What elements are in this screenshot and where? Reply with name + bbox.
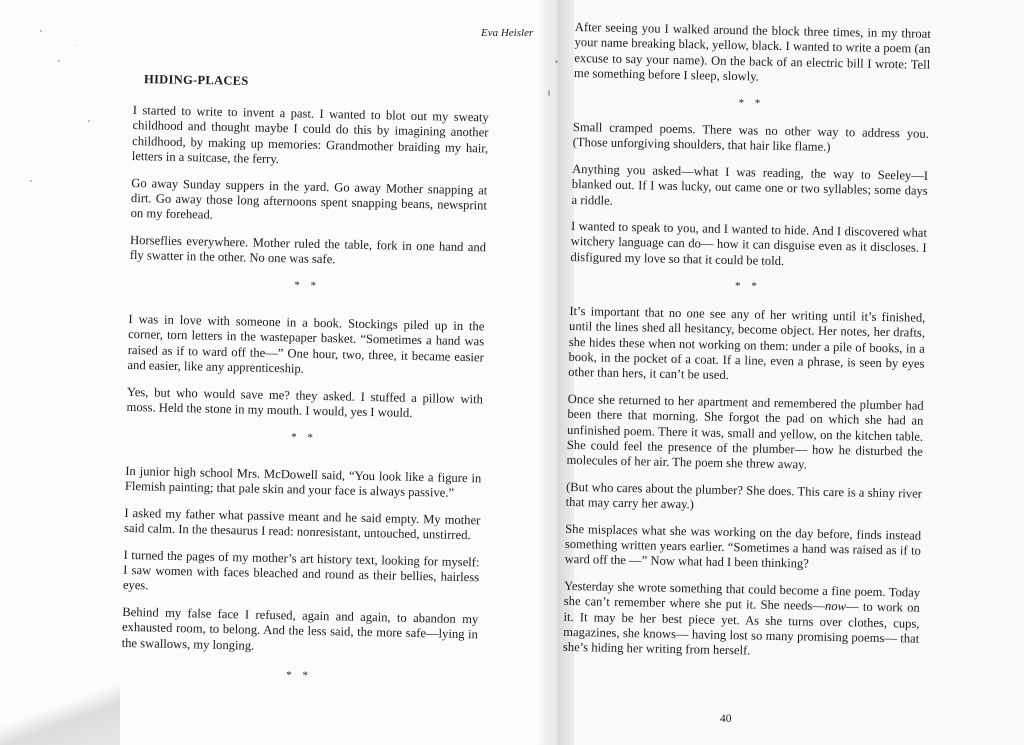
page-corner-shadow [0,685,120,745]
scan-speck [88,120,90,122]
paragraph: Anything you asked—what I was reading, the way to Seeley—I blanked out. If I was lucky, out came one or two syllables; some days a riddle. [571,161,929,208]
paragraph: I asked my father what passive meant and he said empty. My mother said calm. In the thesaurus I read: nonresistant, untouched, unstirred. [123,505,481,543]
section-break: * * [286,669,313,682]
section-break: * * [734,280,761,293]
section-break: * * [294,279,321,292]
paragraph: I was in love with someone in a book. Stockings piled up in the corner, torn letters in the wastepaper basket. “Sometimes a hand was raised as if to ward off the—” One hour, two, three, it became easier and easier, like any apprenticeship. [127,312,485,376]
scan-speck [75,45,76,46]
paragraph: (But who cares about the plumber? She does. This care is a shiny river that may carry her away.) [565,479,923,512]
scan-speck [555,60,558,63]
right-text-column [563,20,931,674]
paragraph: I started to write to invent a past. I wanted to blot out my sweaty childhood and thought maybe I could do this by imagining another childhood, by making up memories: Grandmother braiding my hair, letters in a suitcase, the ferry. [131,103,489,167]
paragraph: In junior high school Mrs. McDowell said, “You look like a figure in Flemish painting; that pale skin and your face is always passive.” [124,463,482,501]
paragraph: Once she returned to her apartment and remembered the plumber had been there that morning. She forgot the pad on which she had an unfinished poem. There it was, small and yellow, on the kitchen table. She could feel the presence of the plumber— how he disturbed the molecules of her air. The poem she threw away. [566,391,924,472]
paragraph: Horseflies everywhere. Mother ruled the table, fork in one hand and fly swatter in the other. No one was safe. [129,232,487,267]
emphasized-word: now [824,599,847,614]
paragraph: She misplaces what she was working on the day before, finds instead something written years earlier. “Sometimes a hand was raised as if to ward off the —” Now what had I been thinking? [564,521,922,571]
paragraph-text: — to work on it. It may be her best piece yet. As she turns over clothes, cups, magazines, she knows— having lost so many promising poems— that she’s hiding her writing from herself. [562,599,920,658]
paragraph: I wanted to speak to you, and I wanted to hide. And I discovered what witchery language can do— how it can disguise even as it discloses. I disfigured my love so that it could be told. [570,219,928,268]
page-number: 40 [720,713,732,725]
paragraph: Behind my false face I refused, again and again, to abandon my exhausted room, to belong. And the less said, the more safe—lying in the swallows, my longing. [121,604,479,653]
scan-speck [30,180,32,182]
page-title: HIDING-PLACES [143,72,249,88]
paragraph: Yes, but who would save me? they asked. I stuffed a pillow with moss. Held the stone in my mouth. I would, yes I would. [126,384,484,421]
scan-speck [548,90,550,96]
paragraph: It’s important that no one see any of her writing until it’s finished, until the lines shed all hesitancy, become object. Her notes, her drafts, she hides these when not working on them: under a pile of books, in a book, in the pocket of a coat. If a line, even a phrase, is seen by eyes other than hers, it can’t be used. [568,303,926,383]
paragraph: Go away Sunday suppers in the yard. Go away Mother snapping at dirt. Go away those long afternoons spent snapping beans, newsprint on my forehead. [130,175,488,223]
paragraph: After seeing you I walked around the block three times, in my throat your name breaking black, yellow, black. I wanted to write a poem (an excuse to say your name). On the back of an electric bill I wrote: Tell me something before I sleep, slowly. [573,20,931,84]
section-break: * * [291,430,318,444]
paragraph-text: Yesterday she wrote something that could become a fine poem. Today she can’t remember where she put it. She needs— [563,578,921,614]
scan-speck [40,30,42,32]
left-text-column [121,103,489,688]
paragraph [563,579,920,663]
paragraph: Small cramped poems. There was no other way to address you. (Those unforgiving shoulders, that hair like flame.) [572,120,930,155]
paragraph: I turned the pages of my mother’s art history text, looking for myself: I saw women with faces bleached and round as their bellies, hairless eyes. [122,547,480,593]
author-name: Eva Heisler [481,27,534,39]
scan-speck [58,60,60,62]
section-break: * * [738,96,765,110]
